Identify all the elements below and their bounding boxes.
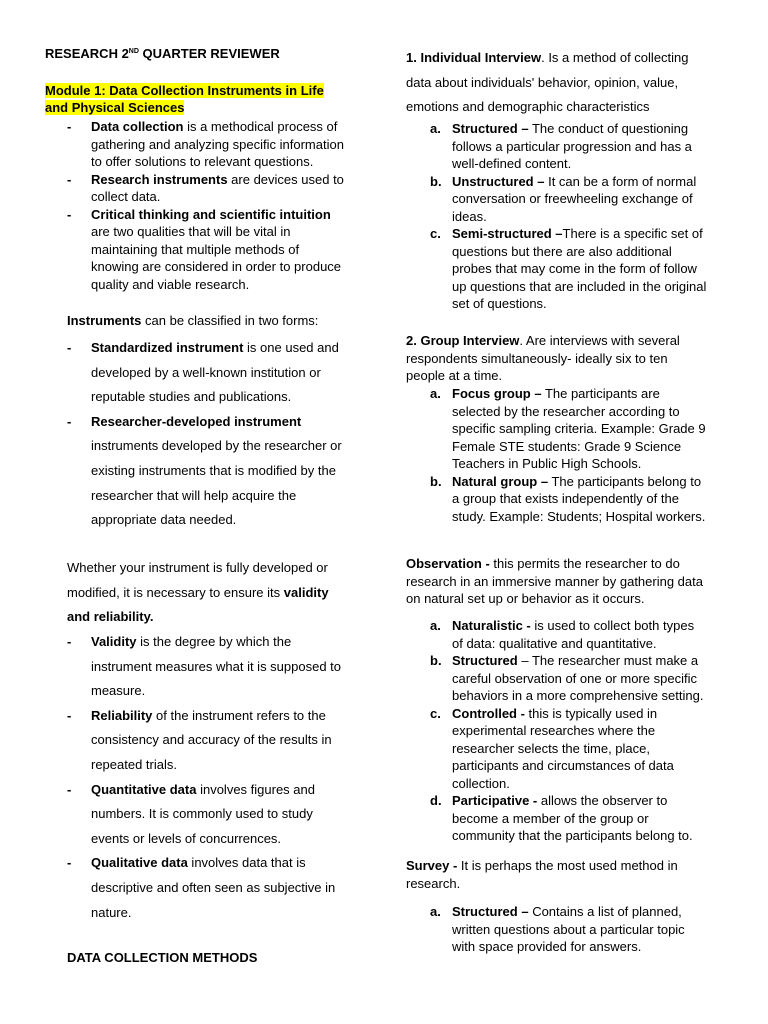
survey: Survey - It is perhaps the most used method in research. [406, 858, 678, 891]
concept-item: - Validity is the degree by which the instrument measures what it is supposed to measure. [67, 634, 342, 699]
definition-item: - Research instruments are devices used to collect data. [67, 171, 344, 204]
interview-type-item: b. Unstructured – It can be a form of normal conversation or freewheeling exchange of ideas. [430, 173, 697, 224]
definition-item: - Critical thinking and scientific intuition are two qualities that will be vital in maintaining that multiple methods of knowing are considered in order to produce quality and viable research. [67, 206, 342, 292]
title-superscript: ND [128, 48, 139, 55]
instrument-form-item: - Researcher-developed instrument instruments developed by the researcher or existing instruments that is modified by the researcher that will help acquire the appropriate data needed. [67, 413, 342, 528]
group-type-item: b. Natural group – The participants belong to a group that exists independently of the study. Example: Students; Hospital workers. [430, 473, 706, 524]
definition-item: - Data collection is a methodical process of gathering and analyzing specific information to offer solutions to relevant questions. [67, 119, 344, 169]
concepts-list [67, 630, 377, 925]
interview-type-item: a. Structured – The conduct of questioning follows a particular progression and has a well-defined content. [430, 121, 692, 171]
document-title: RESEARCH 2ND QUARTER REVIEWER [45, 46, 280, 61]
module-heading: Module 1: Data Collection Instruments in Life and Physical Sciences [45, 83, 324, 115]
interview-types-list [430, 120, 740, 313]
individual-interview: 1. Individual Interview. Is a method of collecting data about individuals' behavior, opinion, value, emotions and demographic characteristics [406, 50, 689, 115]
group-types-list [430, 385, 740, 525]
methods-heading: DATA COLLECTION METHODS [67, 950, 258, 965]
observation-type-item: b. Structured – The researcher must make a careful observation of one or more specific behaviors in a more comprehensive setting. [430, 653, 704, 703]
definitions-list [67, 118, 377, 293]
observation-type-item: c. Controlled - this is typically used in experimental researches where the researcher selects the time, place, participants and circumstances of data collection. [430, 705, 674, 791]
concept-item: - Quantitative data involves figures and numbers. It is commonly used to study events or levels of concurrences. [67, 781, 315, 846]
instruments-intro: Instruments can be classified in two forms: [67, 313, 319, 328]
survey-types-list [430, 903, 740, 956]
group-type-item: a. Focus group – The participants are selected by the researcher according to specific sampling criteria. Example: Grade 9 Female STE students: Grade 9 Science Teachers in Public High Schools. [430, 386, 706, 471]
observation: Observation - this permits the researcher to do research in an immersive manner by gathering data on natural set up or behavior as it occurs. [406, 556, 703, 606]
observation-type-item: d. Participative - allows the observer to become a member of the group or community that the participants belong to. [430, 793, 693, 843]
validity-intro: Whether your instrument is fully developed or modified, it is necessary to ensure its validity and reliability. [67, 560, 329, 625]
observation-type-item: a. Naturalistic - is used to collect both types of data: qualitative and quantitative. [430, 618, 695, 651]
interview-type-item: c. Semi-structured –There is a specific set of questions but there are also additional probes that may come in the form of follow up questions that are included in the original set of questions. [430, 226, 707, 311]
concept-item: - Reliability of the instrument refers to the consistency and accuracy of the results in repeated trials. [67, 707, 332, 772]
concept-item: - Qualitative data involves data that is descriptive and often seen as subjective in nature. [67, 855, 336, 920]
group-interview: 2. Group Interview. Are interviews with several respondents simultaneously- ideally six to ten people at a time. [406, 333, 680, 383]
survey-type-item: a. Structured – Contains a list of planned, written questions about a particular topic with space provided for answers. [430, 904, 685, 954]
instrument-forms-list [67, 336, 377, 533]
observation-types-list [430, 617, 740, 845]
instrument-form-item: - Standardized instrument is one used and developed by a well-known institution or reputable studies and publications. [67, 340, 339, 405]
